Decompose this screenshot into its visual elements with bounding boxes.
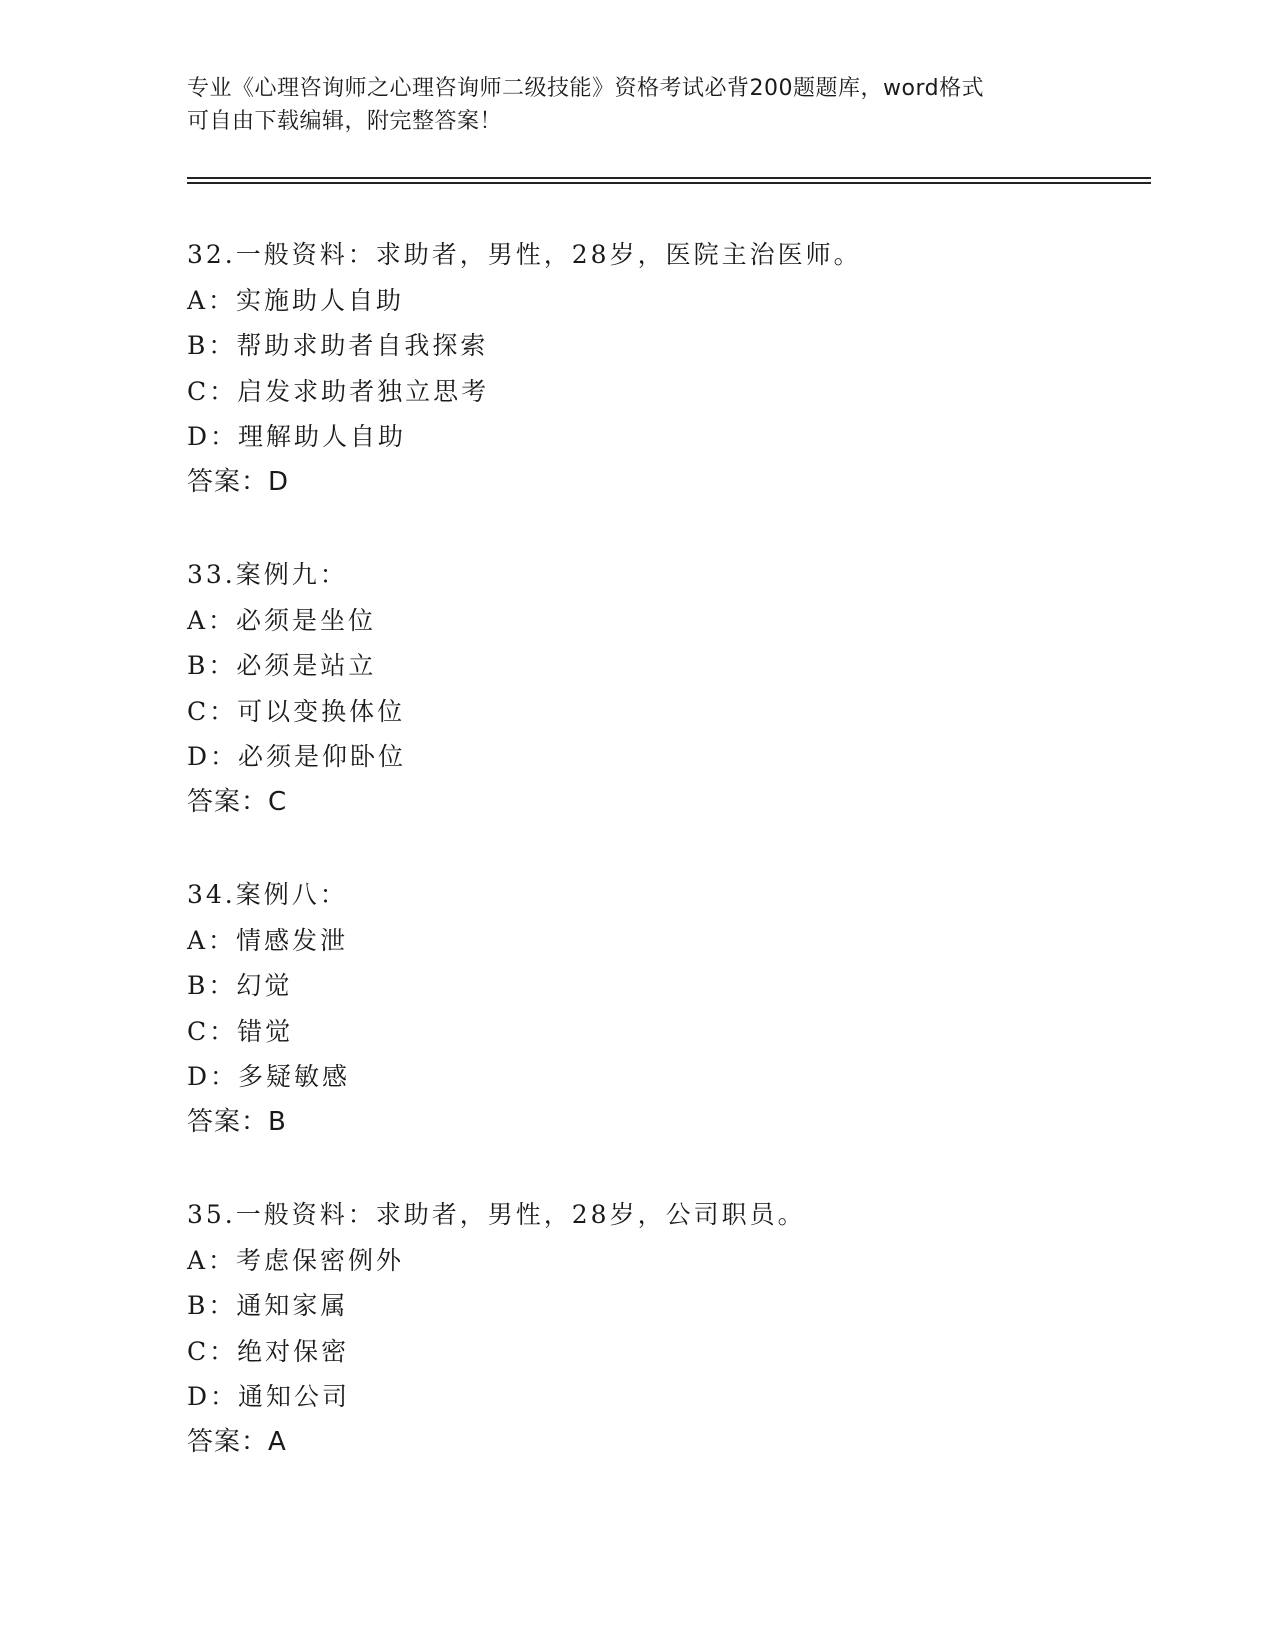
answer: 答案：D [187,466,290,497]
option-b: B：必须是站立 [187,651,377,680]
option-a: A：必须是坐位 [187,605,377,635]
option-c: C：错觉 [187,1016,294,1046]
header-line-2: 可自由下载编辑，附完整答案！ [187,109,503,134]
option-b: B：帮助求助者自我探索 [187,331,489,360]
header-divider-top [187,177,1151,179]
document-header [187,72,1087,138]
question-stem: 35.一般资料：求助者，男性，28岁，公司职员。 [187,1200,806,1229]
option-c: C：绝对保密 [187,1336,350,1366]
answer: 答案：C [187,786,288,817]
option-d: D：通知公司 [187,1382,351,1411]
answer: 答案：B [187,1106,287,1137]
question-33 [187,552,1147,825]
option-b: B：幻觉 [187,971,293,1000]
option-a: A：情感发泄 [187,925,349,955]
question-stem: 34.案例八： [187,880,348,909]
option-c: C：启发求助者独立思考 [187,376,490,406]
option-d: D：理解助人自助 [187,422,407,451]
answer: 答案：A [187,1426,287,1457]
option-c: C：可以变换体位 [187,696,406,726]
header-line-1: 专业《心理咨询师之心理咨询师二级技能》资格考试必背200题题库，word格式 [187,76,985,101]
option-a: A：实施助人自助 [187,285,405,315]
question-stem: 33.案例九： [187,560,348,589]
question-stem: 32.一般资料：求助者，男性，28岁，医院主治医师。 [187,240,862,269]
option-d: D：多疑敏感 [187,1062,351,1091]
option-b: B：通知家属 [187,1291,349,1320]
question-35 [187,1192,1147,1465]
option-d: D：必须是仰卧位 [187,742,407,771]
header-divider-bottom [187,182,1151,184]
question-34 [187,872,1147,1145]
option-a: A：考虑保密例外 [187,1245,405,1275]
question-32 [187,232,1147,505]
